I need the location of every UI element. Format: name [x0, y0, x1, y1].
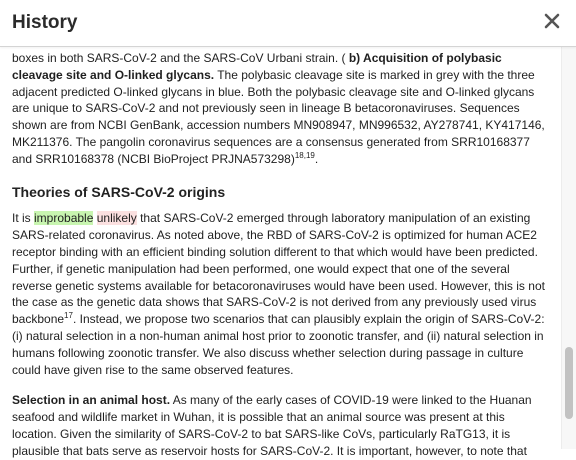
- caption-text: boxes in both SARS-CoV-2 and the SARS-CoV Urbani strain. (: [12, 51, 349, 65]
- figure-caption: [12, 50, 548, 168]
- para-text: It is: [12, 211, 35, 226]
- section-heading: Theories of SARS-CoV-2 origins: [12, 183, 226, 200]
- article-text: [12, 50, 548, 460]
- history-content: [0, 47, 562, 458]
- paragraph-origins: [12, 210, 548, 378]
- modal-header: [0, 0, 576, 47]
- caption-citation[interactable]: 18,19: [294, 150, 315, 160]
- scrollbar-thumb[interactable]: [565, 347, 573, 419]
- para-text-end: . Instead, we propose two scenarios that can plausibly explain the origin of SARS-CoV-2: (i) natural selection in a non-human animal host prior to zoonotic transfer, and (ii) natural selection in humans following zoonotic transfer. We also discuss whether selection during passage in culture could have given rise to the same observed features.: [12, 312, 545, 377]
- scrollbar[interactable]: [561, 47, 576, 449]
- para-text-animal: As many of the early cases of COVID-19 were linked to the Huanan seafood and wildlife market in Wuhan, it is possible that an animal source was present at this location. Given the similarity of SARS-CoV-2 to bat SARS-like CoVs, particularly RaTG13, it is plausible that bats serve as reservoir hosts for SARS-CoV-2. It is important, however, to note that: [12, 393, 532, 458]
- para-bold-lead: Selection in an animal host.: [12, 393, 171, 408]
- caption-text-rest: The polybasic cleavage site is marked in grey with the three adjacent predicted O-linked glycans in blue. Both the polybasic cleavage site and O-linked glycans are unique to SARS-CoV-2 and not previously seen in lineage B betacoronaviruses. Sequences shown are from NCBI GenBank, accession numbers MN908947, MN996532, AY278741, KY417146, MK211376. The pangolin coronavirus sequences are a consensus generated from SRR10168377 and SRR10168378 (NCBI BioProject PRJNA573298): [12, 67, 545, 166]
- caption-end: .: [314, 151, 319, 166]
- close-icon[interactable]: [542, 11, 562, 31]
- para-text-mid: that SARS-CoV-2 emerged through laboratory manipulation of an existing SARS-related coronavirus. As noted above, the RBD of SARS-CoV-2 is optimized for human ACE2 receptor binding with an efficient binding solution different to that which would have been predicted. Further, if genetic manipulation had been performed, one would expect that one of the several reverse genetic systems available for betacoronaviruses would have been used. However, this is not the case as the genetic data shows that SARS-CoV-2 is not derived from any previously used virus backbone: [12, 211, 545, 327]
- highlight-removed-word: unlikely: [96, 211, 137, 226]
- paragraph-animal-host: [12, 392, 548, 459]
- para-citation[interactable]: 17: [64, 311, 73, 321]
- highlight-added-word: improbable: [34, 211, 94, 226]
- modal-title: History: [12, 12, 78, 33]
- caption-bold: b) Acquisition of polybasic cleavage site and O-linked glycans.: [12, 51, 502, 82]
